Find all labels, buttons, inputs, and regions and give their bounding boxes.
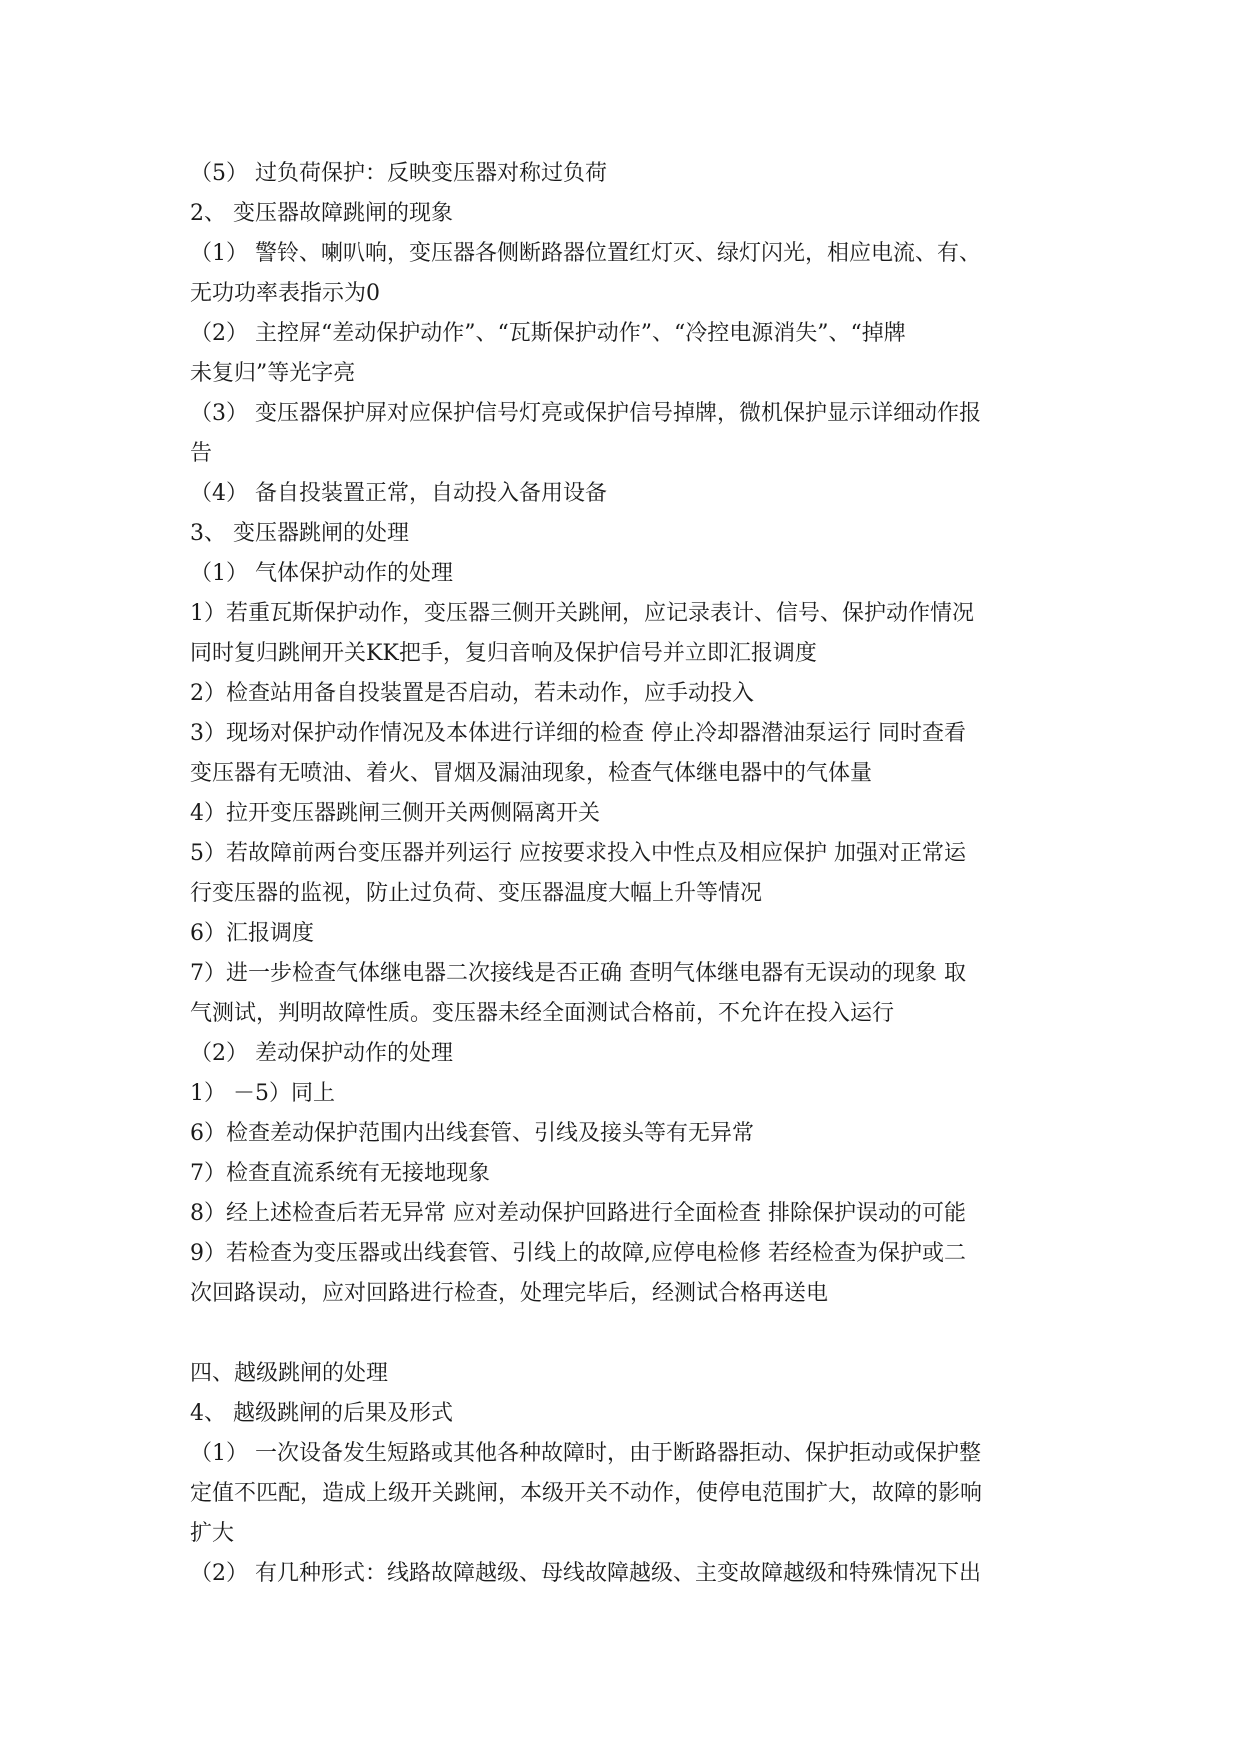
- section-heading: 3、 变压器跳闸的处理: [190, 521, 409, 546]
- blank-line: [190, 1314, 1070, 1354]
- text-line: 同时复归跳闸开关KK把手，复归音响及保护信号并立即汇报调度: [190, 641, 817, 666]
- text-line: 1）若重瓦斯保护动作，变压器三侧开关跳闸，应记录表计、信号、保护动作情况: [190, 601, 974, 626]
- text-line: 次回路误动，应对回路进行检查，处理完毕后，经测试合格再送电: [190, 1281, 829, 1306]
- chapter-heading: 四、越级跳闸的处理: [190, 1361, 389, 1386]
- text-line: 8）经上述检查后若无异常 应对差动保护回路进行全面检查 排除保护误动的可能: [190, 1201, 966, 1226]
- text-line: 无功功率表指示为0: [190, 281, 380, 306]
- text-line: 告: [190, 441, 213, 466]
- text-line: 1） －5）同上: [190, 1081, 335, 1106]
- text-line: （1） 气体保护动作的处理: [190, 561, 453, 586]
- text-line: 扩大: [190, 1521, 235, 1546]
- text-line: 4）拉开变压器跳闸三侧开关两侧隔离开关: [190, 801, 600, 826]
- text-line: 未复归”等光字亮: [190, 361, 356, 386]
- text-line: 定值不匹配，造成上级开关跳闸，本级开关不动作，使停电范围扩大，故障的影响: [190, 1481, 983, 1506]
- section-heading: 2、 变压器故障跳闸的现象: [190, 201, 453, 226]
- text-line: （2） 差动保护动作的处理: [190, 1041, 453, 1066]
- text-line: （1） 警铃、喇叭响，变压器各侧断路器位置红灯灭、绿灯闪光，相应电流、有、: [190, 241, 981, 266]
- section-heading: 4、 越级跳闸的后果及形式: [190, 1401, 453, 1426]
- text-line: 6）检查差动保护范围内出线套管、引线及接头等有无异常: [190, 1121, 754, 1146]
- text-line: 2）检查站用备自投装置是否启动，若未动作，应手动投入: [190, 681, 754, 706]
- text-line: （2） 主控屏“差动保护动作”、“瓦斯保护动作”、“冷控电源消失”、“掉牌: [190, 321, 906, 346]
- text-line: （5） 过负荷保护：反映变压器对称过负荷: [190, 161, 607, 186]
- text-line: 3）现场对保护动作情况及本体进行详细的检查 停止冷却器潜油泵运行 同时查看: [190, 721, 966, 746]
- text-line: （3） 变压器保护屏对应保护信号灯亮或保护信号掉牌，微机保护显示详细动作报: [190, 401, 981, 426]
- text-line: 6）汇报调度: [190, 921, 314, 946]
- text-line: 行变压器的监视，防止过负荷、变压器温度大幅上升等情况: [190, 881, 763, 906]
- text-line: （1） 一次设备发生短路或其他各种故障时，由于断路器拒动、保护拒动或保护整: [190, 1441, 981, 1466]
- text-line: 气测试，判明故障性质。变压器未经全面测试合格前，不允许在投入运行: [190, 1001, 895, 1026]
- document-body: [190, 154, 1070, 1594]
- text-line: 9）若检查为变压器或出线套管、引线上的故障,应停电检修 若经检查为保护或二: [190, 1241, 966, 1266]
- text-line: 7）进一步检查气体继电器二次接线是否正确 查明气体继电器有无误动的现象 取: [190, 961, 966, 986]
- text-line: （2） 有几种形式：线路故障越级、母线故障越级、主变故障越级和特殊情况下出: [190, 1561, 981, 1586]
- text-line: （4） 备自投装置正常，自动投入备用设备: [190, 481, 607, 506]
- text-line: 5）若故障前两台变压器并列运行 应按要求投入中性点及相应保护 加强对正常运: [190, 841, 966, 866]
- text-line: 7）检查直流系统有无接地现象: [190, 1161, 490, 1186]
- text-line: 变压器有无喷油、着火、冒烟及漏油现象，检查气体继电器中的气体量: [190, 761, 873, 786]
